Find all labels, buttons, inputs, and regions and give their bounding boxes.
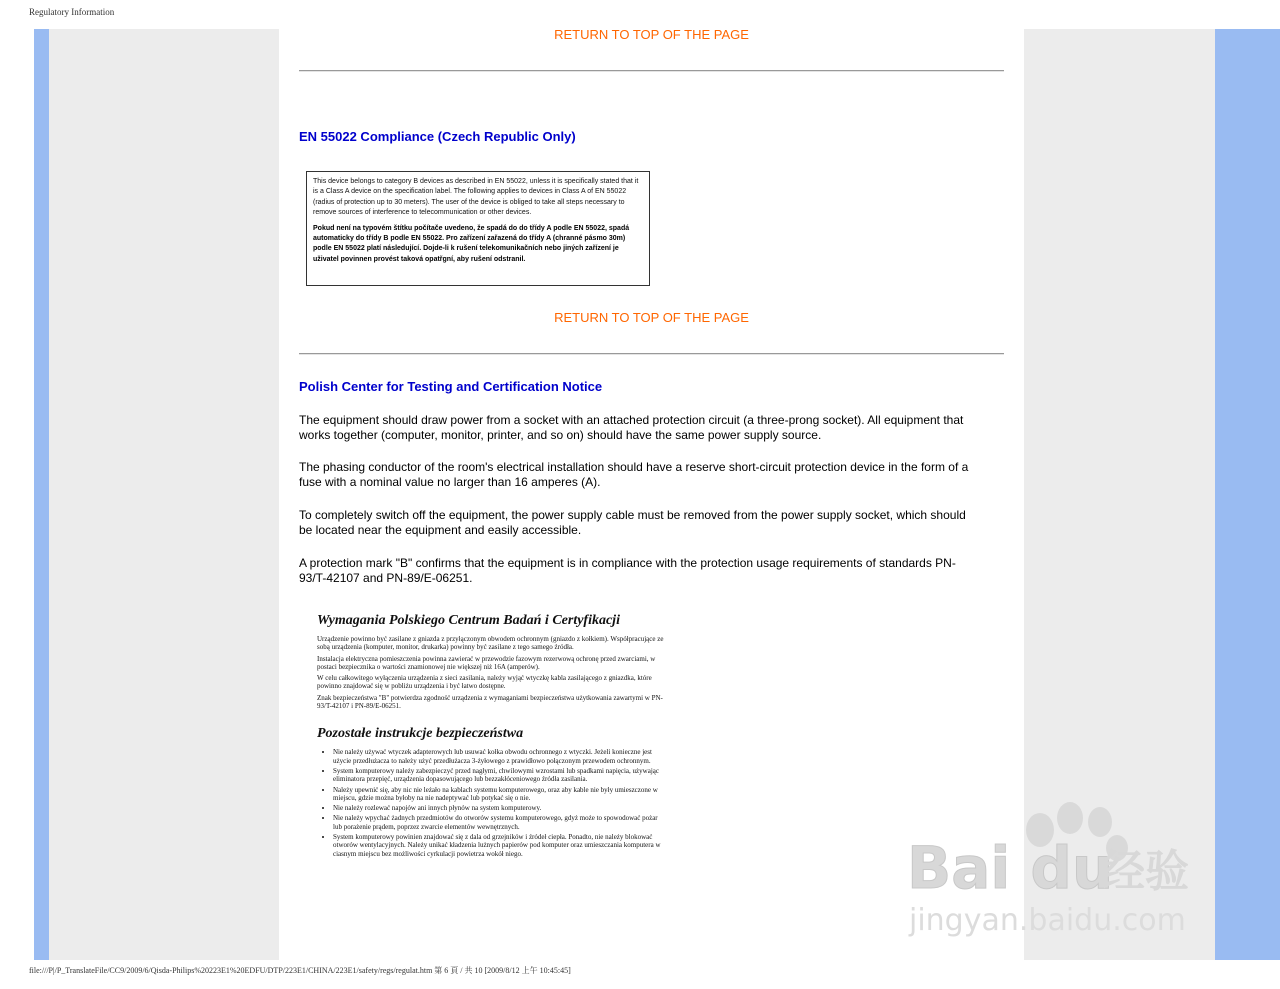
section-divider	[299, 70, 1004, 72]
scan-list	[317, 748, 667, 858]
polish-paragraph: The phasing conductor of the room's electrical installation should have a reserve short-circuit protection device in the form of a fuse with a nominal value no larger than 16 amperes (A).	[299, 460, 969, 489]
polish-paragraph: To completely switch off the equipment, the power supply cable must be removed from the power supply socket, which should be located near the equipment and easily accessible.	[299, 508, 966, 537]
en55022-heading: EN 55022 Compliance (Czech Republic Only)	[299, 129, 576, 144]
section-divider	[299, 353, 1004, 355]
return-to-top-link[interactable]: RETURN TO TOP OF THE PAGE	[554, 310, 749, 325]
print-footer: file:///P|/P_TranslateFile/CC9/2009/6/Qisda-Philips%20223E1%20EDFU/DTP/223E1/CHINA/223E1/safety/regs/regulat.htm 第 6 頁 / 共 10 [2009/8/12 上午 10:45:45]	[29, 966, 571, 975]
watermark-sub: 经验	[1101, 846, 1189, 897]
scan-paragraph: W celu całkowitego wyłączenia urządzenia z sieci zasilania, należy wyjąć wtyczkę kabla zasilającego z gniazdka, które powinno znajdować się w pobliżu urządzenia i być łatwo dostępne.	[317, 674, 652, 691]
scan-paragraph: Instalacja elektryczna pomieszczenia powinna zawierać w przewodzie fazowym rezerwową ochronę przed zwarciami, w postaci bezpiecznika o wartości znamionowej nie większej niż 16A (amperów).	[317, 654, 656, 671]
watermark-brand: Bai du	[907, 834, 1114, 902]
en55022-scan-image	[306, 171, 650, 286]
scan-list-item: • Nie należy używać wtyczek adapterowych lub usuwać kołka obwodu ochronnego z wtyczki. Jeżeli konieczne jest użycie przedłużacza to należy użyć przedłużacza 3-żyłowego z prawidłowo połączonym przewodem ochronnym.	[333, 748, 667, 765]
scan-heading: Pozostałe instrukcje bezpieczeństwa	[317, 726, 524, 742]
left-grey-band	[49, 29, 279, 960]
polish-scan-image	[317, 613, 667, 860]
print-header: Regulatory Information	[29, 7, 115, 17]
scan-list-item: • Należy upewnić się, aby nic nie leżało na kablach systemu komputerowego, oraz aby kable nie były umieszczone w miejscu, gdzie można byłoby na nie nadeptywać lub potykać się o nie.	[333, 786, 667, 803]
scan-paragraph: Znak bezpieczeństwa "B" potwierdza zgodność urządzenia z wymaganiami bezpieczeństwa użytkowania zawartymi w PN-93/T-42107 i PN-89/E-06251.	[317, 693, 663, 711]
scan-heading: Wymagania Polskiego Centrum Badań i Certyfikacji	[317, 613, 620, 628]
left-blue-band	[34, 29, 49, 960]
right-blue-band	[1215, 29, 1280, 960]
scan-cz-text: Pokud není na typovém štítku počítače uvedeno, že spadá do do třídy A podle EN 55022, spadá automaticky do třídy B podle EN 55022. Pro zařízení zařazená do třídy A (chranné pásmo 30m) podle EN 55022 platí následující. Dojde-li k rušení telekomunikačních nebo jiných zařízení je uživatel povinnen provést taková opatřgní, aby rušení odstranil.	[313, 224, 630, 263]
watermark-url: jingyan.baidu.com	[909, 903, 1186, 938]
scan-list-item: • Nie należy rozlewać napojów ani innych płynów na system komputerowy.	[333, 804, 667, 812]
polish-heading: Polish Center for Testing and Certification Notice	[299, 379, 603, 394]
scan-list-item: • System komputerowy powinien znajdować się z dala od grzejników i źródeł ciepła. Ponadto, nie należy blokować otworów wentylacyjnych. Należy unikać kładzenia lużnych papierów pod komputer oraz umieszczania komputera w ciasnym miejscu bez możliwości cyrkulacji powietrza wokół niego.	[333, 833, 667, 858]
return-to-top-link[interactable]: RETURN TO TOP OF THE PAGE	[554, 27, 749, 42]
scan-list-item: • System komputerowy należy zabezpieczyć przed nagłymi, chwilowymi wzrostami lub spadkami napięcia, używając eliminatora przepięć, urządzenia dopasowującego lub bezzakłóceniowego źródła zasilania.	[333, 767, 667, 784]
polish-paragraph: The equipment should draw power from a socket with an attached protection circuit (a three-prong socket). All equipment that works together (computer, monitor, printer, and so on) should have the same power supply source.	[299, 413, 964, 442]
scan-list-item: • Nie należy wpychać żadnych przedmiotów do otworów systemu komputerowego, gdyż może to spowodować pożar lub porażenie prądem, poprzez zwarcie elementów wewnętrznych.	[333, 814, 667, 831]
baidu-watermark	[905, 790, 1205, 940]
polish-paragraph: A protection mark "B" confirms that the equipment is in compliance with the protection usage requirements of standards PN-93/T-42107 and PN-89/E-06251.	[299, 556, 956, 585]
scan-paragraph: Urządzenie powinno być zasilane z gniazda z przyłączonym obwodem ochronnym (gniazdo z kołkiem). Współpracujące ze sobą urządzenia (komputer, monitor, drukarka) powinny być zasilane z tego samego źródła.	[317, 635, 664, 652]
baidu-paw-icon	[905, 790, 1205, 940]
scan-en-text: This device belongs to category B devices as described in EN 55022, unless it is specifically stated that it is a Class A device on the specification label. The following applies to devices in Class A of EN 55022 (radius of protection up to 30 meters). The user of the device is obliged to take all steps necessary to remove sources of interference to telecommunication or other devices.	[313, 178, 639, 217]
